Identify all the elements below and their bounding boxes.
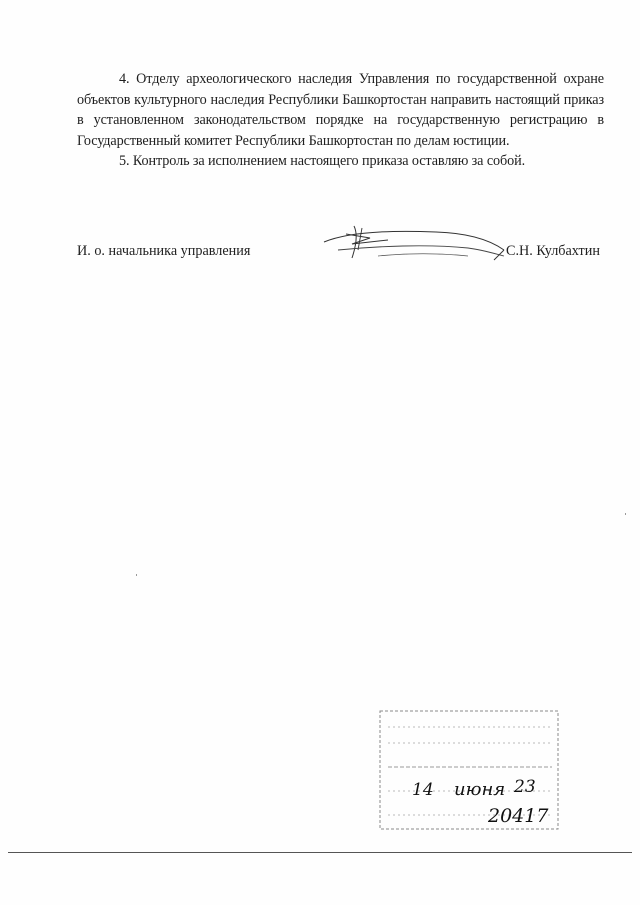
handwritten-signature [318, 220, 510, 276]
signer-name: С.Н. Кулбахтин [506, 243, 600, 259]
stamp-year: 23 [514, 777, 536, 797]
stamp-day: 14 [412, 780, 434, 800]
paragraph-5: 5. Контроль за исполнением настоящего приказа оставляю за собой. [119, 153, 526, 169]
registration-stamp [376, 705, 566, 833]
page-bottom-edge [8, 852, 632, 853]
scan-speck [136, 574, 137, 576]
paragraph-4: 4. Отделу археологического наследия Управления по государственной охране объектов культурного наследия Республики Башкортостан направить настоящий приказ в установленном законодательством порядке на государственную регистрацию в Государственный комитет Республики Башкортостан по делам юстиции. [77, 71, 604, 149]
signer-role: И. о. начальника управления [77, 243, 251, 259]
order-body [77, 69, 604, 172]
scan-speck [625, 513, 626, 515]
stamp-reg-number: 20417 [488, 805, 549, 827]
stamp-month: июня [454, 779, 506, 800]
